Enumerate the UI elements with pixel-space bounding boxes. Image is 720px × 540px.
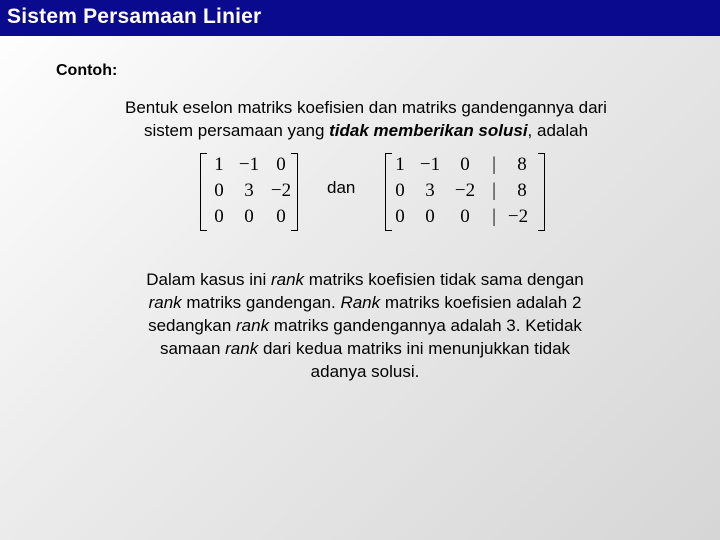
matrix-cell: 0	[460, 154, 470, 175]
conclusion-segment: matriks gandengannya adalah 3. Ketidak	[269, 316, 582, 335]
matrix-cell: 0	[425, 206, 435, 227]
right-bracket	[538, 153, 545, 231]
conclusion-segment: sedangkan	[148, 316, 236, 335]
conclusion-segment: adanya solusi.	[310, 362, 420, 381]
matrix-cell: 0	[276, 154, 286, 175]
matrix-cell: 8	[517, 180, 527, 201]
conclusion-segment: Dalam kasus ini	[146, 270, 271, 289]
matrix-cell: 0	[244, 206, 254, 227]
matrix-cell: −2	[454, 180, 476, 201]
intro-emphasis: tidak memberikan solusi	[329, 121, 528, 140]
slide-title: Sistem Persamaan Linier	[7, 5, 262, 28]
augmented-matrix	[385, 153, 545, 231]
intro-line-2b: , adalah	[527, 121, 589, 140]
matrix-cell: −2	[507, 206, 529, 227]
matrix-cell: 3	[244, 180, 254, 201]
coefficient-matrix	[200, 153, 298, 231]
intro-line-1: Bentuk eselon matriks koefisien dan matriks gandengannya dari	[125, 98, 607, 117]
conclusion-segment: matriks koefisien tidak sama dengan	[304, 270, 584, 289]
matrix-cell: −2	[270, 180, 292, 201]
conclusion-italic: rank	[236, 316, 270, 335]
matrix-cell: 0	[395, 206, 405, 227]
matrix-cell: 0	[276, 206, 286, 227]
matrix-cell: 1	[214, 154, 224, 175]
connector-text: dan	[327, 178, 356, 197]
matrix-cell: 0	[214, 206, 224, 227]
matrix-cell: |	[492, 206, 496, 227]
matrix-cell: −1	[419, 154, 441, 175]
matrix-cell: 8	[517, 154, 527, 175]
title-bar	[0, 0, 720, 36]
conclusion-segment: matriks koefisien adalah 2	[380, 293, 582, 312]
intro-text	[96, 96, 636, 142]
matrix-cell: 3	[425, 180, 435, 201]
conclusion-italic: Rank	[340, 293, 381, 312]
matrix-cell: |	[492, 180, 496, 201]
matrix-cell: 0	[395, 180, 405, 201]
conclusion-italic: rank	[270, 270, 305, 289]
intro-line-2a: sistem persamaan yang	[143, 121, 330, 140]
matrix-cell: 1	[395, 154, 405, 175]
matrix-cell: −1	[238, 154, 260, 175]
conclusion-segment: samaan	[159, 339, 226, 358]
example-label: Contoh:	[56, 62, 118, 79]
matrix-cell: |	[492, 154, 496, 175]
conclusion-segment: matriks gandengan.	[181, 293, 341, 312]
conclusion-italic: rank	[148, 293, 182, 312]
matrix-cell: 0	[214, 180, 224, 201]
conclusion-segment: dari kedua matriks ini menunjukkan tidak	[258, 339, 571, 358]
conclusion-italic: rank	[225, 339, 259, 358]
matrix-cell: 0	[460, 206, 470, 227]
conclusion-text	[120, 268, 610, 383]
